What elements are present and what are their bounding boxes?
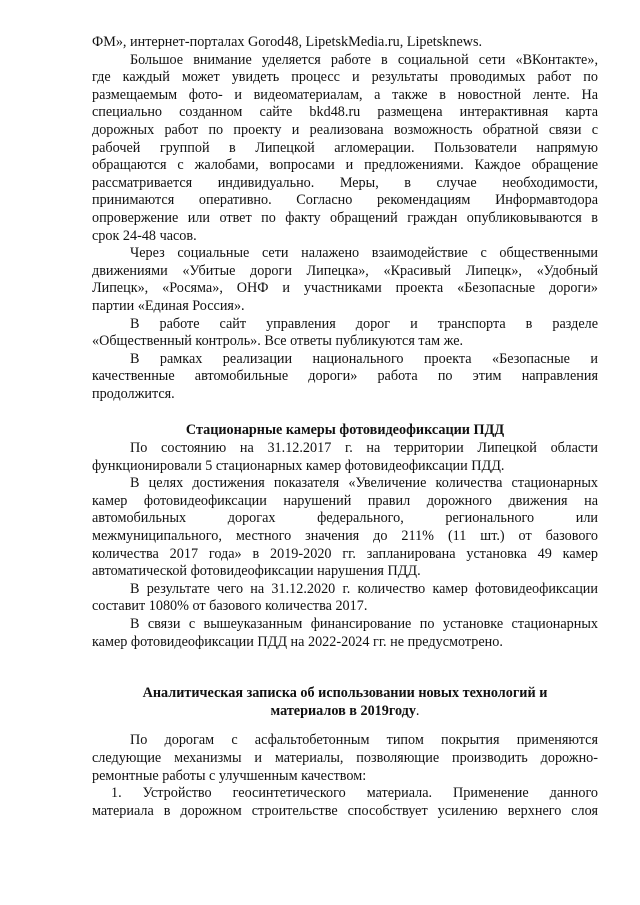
paragraph-line: специально созданном сайте bkd48.ru размещена интерактивная карта <box>92 104 598 121</box>
spacer <box>92 720 598 732</box>
paragraph-line: материала в дорожном строительстве способствует усилению верхнего слоя <box>92 802 598 819</box>
paragraph-line: качественные автомобильные дороги» работа по этим направления <box>92 368 598 385</box>
paragraph-line: По дорогам с асфальтобетонным типом покрытия применяются <box>130 732 598 749</box>
paragraph-line: движениями «Убитые дороги Липецка», «Красивый Липецк», «Удобный <box>92 262 598 279</box>
paragraph-line: составит 1080% от базового количества 2017. <box>92 598 368 615</box>
paragraph-line: «Общественный контроль». Все ответы публикуются там же. <box>92 333 464 350</box>
section-heading-continued <box>92 703 598 721</box>
paragraph-line: продолжится. <box>92 385 175 402</box>
paragraph-line: Липецк», «Росяма», ОНФ и участниками проекта «Безопасные дороги» <box>92 280 598 297</box>
section-heading-tail: . <box>415 702 420 719</box>
paragraph-line: автомобильных дорогах федерального, регионального или <box>92 510 598 527</box>
paragraph-line: опровержение или ответ по факту обращений граждан опубликовываются в <box>92 209 598 226</box>
paragraph-line: автоматической фотовидеофиксации нарушения ПДД. <box>92 563 421 580</box>
paragraph-line: В целях достижения показателя «Увеличение количества стационарных <box>130 475 598 492</box>
paragraph-line: Большое внимание уделяется работе в социальной сети «ВКонтакте», <box>130 51 598 68</box>
spacer <box>92 403 598 422</box>
paragraph-line: В рамках реализации национального проекта «Безопасные и <box>130 350 598 367</box>
paragraph-line: где каждый может увидеть процесс и результаты проводимых работ по <box>92 69 598 86</box>
paragraph-line: В связи с вышеуказанным финансирование по установке стационарных <box>130 616 598 632</box>
paragraph-line: камер фотовидеофиксации нарушений правил дорожного движения на <box>92 492 598 509</box>
paragraph-line: камер фотовидеофиксации ПДД на 2022-2024 гг. не предусмотрено. <box>92 633 503 650</box>
paragraph-line: Через социальные сети налажено взаимодействие с общественными <box>130 245 598 262</box>
paragraph-line: партии «Единая Россия». <box>92 297 245 314</box>
paragraph-line: размещаемым фото- и видеоматериалам, а также в новостной ленте. На <box>92 86 598 103</box>
paragraph-line: рабочей группой в Липецкой агломерации. Пользователи напрямую <box>92 139 598 156</box>
paragraph-line: 1. Устройство геосинтетического материала. Применение данного <box>111 785 598 802</box>
paragraph-line: принимаются оперативно. Согласно рекомендациям Информавтодора <box>92 192 598 209</box>
paragraph-line: ФМ», интернет-порталах Gorod48, LipetskMedia.ru, Lipetsknews. <box>92 34 483 50</box>
paragraph-line: рассматривается индивидуально. Меры, в случае необходимости, <box>92 174 598 191</box>
paragraph-line: По состоянию на 31.12.2017 г. на территории Липецкой области <box>130 440 598 457</box>
document-page <box>92 34 598 820</box>
paragraph-line: межмуниципального, местного значения до 211% (11 шт.) от базового <box>92 528 598 545</box>
paragraph-line: ремонтные работы с улучшенным качеством: <box>92 767 367 784</box>
paragraph-line: срок 24-48 часов. <box>92 227 197 244</box>
paragraph-line: дорожных работ по проекту и реализована возможность обратной связи с <box>92 121 598 138</box>
paragraph-line: В результате чего на 31.12.2020 г. количество камер фотовидеофиксации <box>130 580 598 597</box>
section-heading: Стационарные камеры фотовидеофиксации ПДД <box>185 422 505 439</box>
paragraph-line: функционировали 5 стационарных камер фотовидеофиксации ПДД. <box>92 457 505 474</box>
paragraph-line: следующие механизмы и материалы, позволяющие производить дорожно- <box>92 749 598 766</box>
paragraph-line: В работе сайт управления дорог и транспорта в разделе <box>130 315 598 332</box>
paragraph-line: количества 2017 года» в 2019-2020 гг. запланирована установка 49 камер <box>92 545 598 562</box>
spacer <box>92 651 598 685</box>
paragraph-line: обращаются с жалобами, вопросами и предложениями. Каждое обращение <box>92 157 598 174</box>
section-heading: Аналитическая записка об использовании новых технологий и <box>142 685 548 702</box>
section-heading-bold: материалов в 2019году <box>270 702 416 719</box>
